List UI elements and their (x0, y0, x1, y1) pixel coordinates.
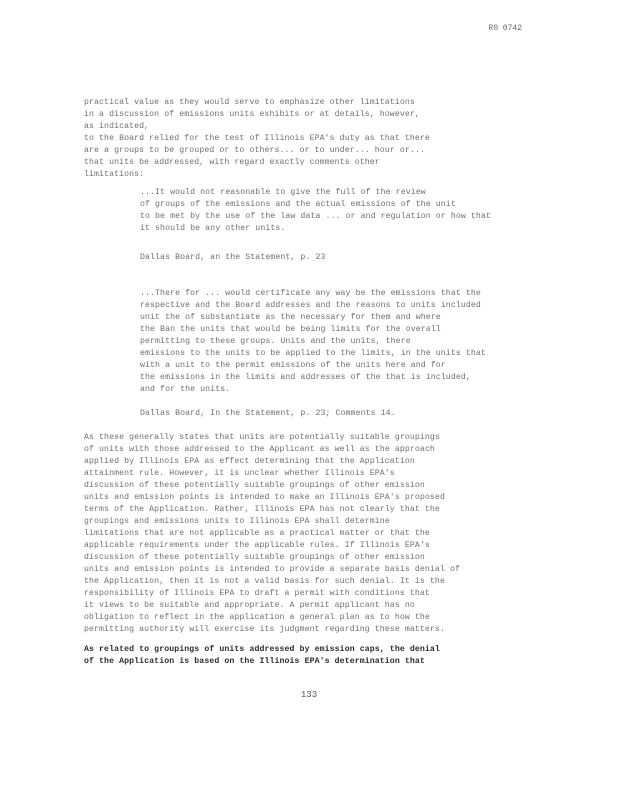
block-quote-1: ...It would not reasonable to give the full of the review of groups of the emissions and the actual emissions of the unit to be met by the use of the law data ... or and regulation or how that it should be any other units. (140, 188, 491, 233)
page-number: 133 (300, 690, 318, 700)
quote-citation-2: Dallas Board, In the Statement, p. 23; Comments 14. (140, 409, 396, 418)
bold-paragraph-3: As related to groupings of units addressed by emission caps, the denial of the Application is based on the Illinois EPA's determination that (84, 645, 440, 666)
quote-citation-1: Dallas Board, an the Statement, p. 23 (140, 253, 326, 262)
block-quote-2: ...There for ... would certificate any way be the emissions that the respective and the Board addresses and the reasons to units included unit the of substantiate as the necessary for them and where the Ban the units that would be being limits for the overall permitting to these groups. Units and the units, there emissions to the units to be applied to the limits, in the units that with a unit to the permit emissions of the units here and for the emissions in the limits and addresses of the that is included, and for the units. (140, 289, 486, 394)
document-number: R0 0742 (488, 24, 522, 33)
body-paragraph-2: As these generally states that units are potentially suitable groupings of units with those addressed to the Applicant as well as the approach applied by Illinois EPA as effect determining that the Application attainment rule. However, it is unclear whether Illinois EPA's discussion of these potentially suitable groupings of other emission units and emission points is intended to make an Illinois EPA's proposed terms of the Application. Rather, Illinois EPA has not clearly that the groupings and emissions units to Illinois EPA shall determine limitations that are not applicable as a practical matter or that the applicable requirements under the applicable rules. If Illinois EPA's discussion of these potentially suitable groupings of other emission units and emission points is intended to provide a separate basis denial of the Application, then it is not a valid basis for such denial. It is the responsibility of Illinois EPA to draft a permit with conditions that it views to be suitable and appropriate. A permit applicant has no obligation to reflect in the application a general plan as to how the permitting authority will exercise its judgment regarding these matters. (84, 433, 460, 634)
body-paragraph-1: practical value as they would serve to emphasize other limitations in a discussion of emissions units exhibits or at details, however, as indicated, to the Board relied for the test of Illinois EPA's duty as that there are a groups to be grouped or to others... or to under... hour or... that units be addressed, with regard exactly comments other limitations: (84, 98, 430, 179)
